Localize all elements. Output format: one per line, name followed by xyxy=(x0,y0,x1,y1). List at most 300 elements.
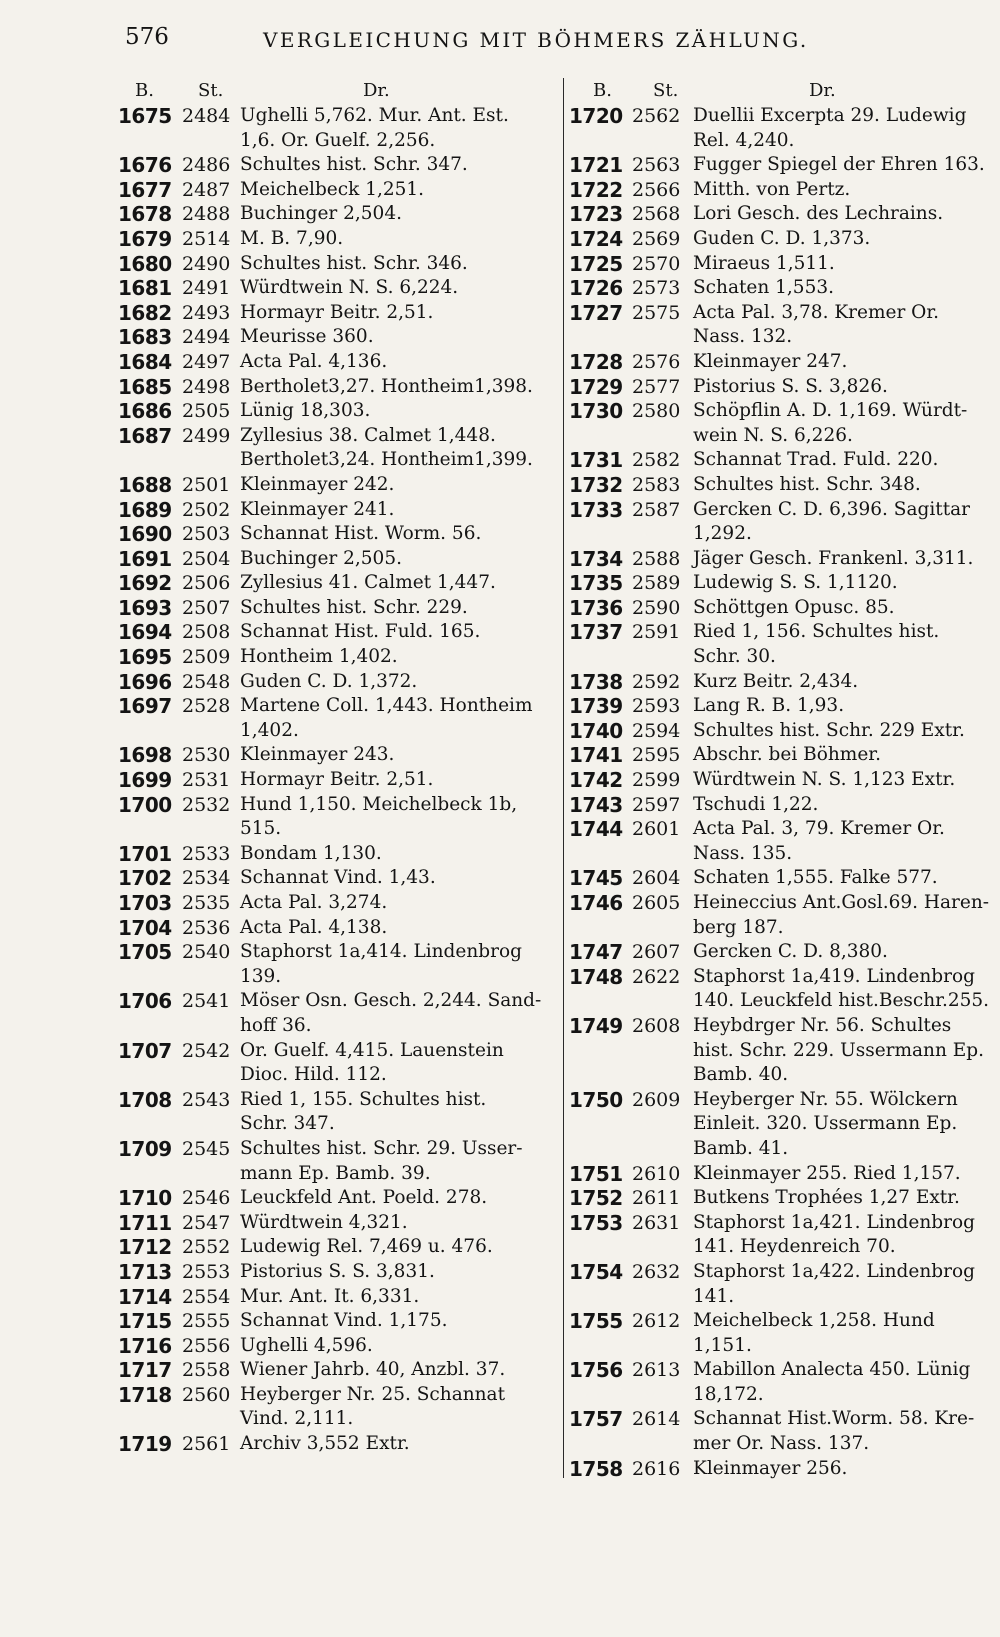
entry-reference-dr: Staphorst 1a,414. Lindenbrog 139. xyxy=(240,941,522,987)
entry-number-st: 2601 xyxy=(632,818,681,841)
entry-number-b: 1725 xyxy=(569,251,623,276)
entry-row xyxy=(118,891,560,916)
entry-row xyxy=(569,596,994,621)
entry-number-b: 1688 xyxy=(118,472,172,497)
entry-number-st: 2568 xyxy=(632,203,681,226)
entry-reference-dr: Schöpflin A. D. 1,169. Würdt- wein N. S. 6,226. xyxy=(693,400,968,446)
entry-number-st: 2502 xyxy=(182,498,231,521)
entry-row xyxy=(118,1309,560,1334)
entry-reference-dr: Bertholet3,27. Hontheim1,398. xyxy=(240,375,533,397)
entry-number-st: 2582 xyxy=(632,449,681,472)
entry-number-b: 1676 xyxy=(118,153,172,178)
entry-number-st: 2576 xyxy=(632,350,681,373)
entry-number-b: 1757 xyxy=(569,1407,623,1432)
entry-row xyxy=(118,104,560,153)
entry-row xyxy=(118,620,560,645)
entry-row xyxy=(118,276,560,301)
entry-row xyxy=(569,227,994,252)
entry-number-b: 1755 xyxy=(569,1309,623,1334)
entry-number-st: 2552 xyxy=(182,1236,231,1259)
entry-number-st: 2589 xyxy=(632,572,681,595)
entry-number-st: 2590 xyxy=(632,596,681,619)
entry-number-st: 2558 xyxy=(182,1359,231,1382)
entry-reference-dr: Schultes hist. Schr. 229 Extr. xyxy=(693,719,965,741)
entry-reference-dr: Pistorius S. S. 3,831. xyxy=(240,1260,435,1282)
entry-number-st: 2595 xyxy=(632,744,681,767)
header-st: St. xyxy=(653,80,679,101)
entry-row xyxy=(569,1260,994,1309)
entry-reference-dr: Duellii Excerpta 29. Ludewig Rel. 4,240. xyxy=(693,105,967,151)
entry-row xyxy=(569,1014,994,1088)
entry-number-b: 1718 xyxy=(118,1382,172,1407)
entry-row xyxy=(118,252,560,277)
entry-reference-dr: Schannat Hist.Worm. 58. Kre- mer Or. Nass. 137. xyxy=(693,1408,975,1455)
entry-reference-dr: Acta Pal. 3, 79. Kremer Or. Nass. 135. xyxy=(693,818,945,864)
header-dr: Dr. xyxy=(363,80,390,101)
entry-number-b: 1696 xyxy=(118,669,172,694)
entry-row xyxy=(569,1457,994,1482)
entry-row xyxy=(118,940,560,989)
entry-number-b: 1735 xyxy=(569,571,623,596)
entry-number-st: 2592 xyxy=(632,670,681,693)
entry-reference-dr: Staphorst 1a,422. Lindenbrog 141. xyxy=(693,1260,975,1307)
entry-number-st: 2555 xyxy=(182,1310,231,1333)
entry-row xyxy=(118,694,560,743)
entry-row xyxy=(118,399,560,424)
entry-number-b: 1678 xyxy=(118,202,172,227)
entry-number-st: 2612 xyxy=(632,1310,681,1333)
entry-number-b: 1705 xyxy=(118,940,172,965)
entry-number-b: 1722 xyxy=(569,177,623,202)
entry-row xyxy=(118,1088,560,1137)
entry-row xyxy=(118,1039,560,1088)
entry-reference-dr: Mitth. von Pertz. xyxy=(693,178,851,200)
entry-number-st: 2562 xyxy=(632,105,681,127)
entry-number-b: 1741 xyxy=(569,743,623,768)
entry-reference-dr: Leuckfeld Ant. Poeld. 278. xyxy=(240,1187,488,1209)
entry-number-st: 2531 xyxy=(182,769,231,792)
entry-number-b: 1692 xyxy=(118,571,172,596)
entry-reference-dr: Gercken C. D. 8,380. xyxy=(693,941,888,963)
entry-number-st: 2583 xyxy=(632,473,681,496)
entry-number-b: 1684 xyxy=(118,349,172,374)
entry-number-b: 1690 xyxy=(118,522,172,547)
entry-number-b: 1750 xyxy=(569,1087,623,1112)
entry-row xyxy=(569,448,994,473)
entry-number-b: 1740 xyxy=(569,718,623,743)
entry-number-st: 2577 xyxy=(632,375,681,398)
right-entry-list xyxy=(569,104,994,1481)
entry-reference-dr: Meichelbeck 1,251. xyxy=(240,178,425,200)
entry-number-st: 2501 xyxy=(182,473,231,496)
entry-number-b: 1680 xyxy=(118,251,172,276)
entry-number-b: 1682 xyxy=(118,300,172,325)
header-b: B. xyxy=(593,80,612,101)
entry-row xyxy=(569,498,994,547)
entry-row xyxy=(118,350,560,375)
entry-row xyxy=(118,793,560,842)
entry-number-b: 1697 xyxy=(118,694,172,719)
entry-number-b: 1708 xyxy=(118,1087,172,1112)
entry-reference-dr: Kleinmayer 242. xyxy=(240,473,395,495)
entry-number-b: 1748 xyxy=(569,964,623,989)
entry-reference-dr: Schaten 1,555. Falke 577. xyxy=(693,867,938,889)
entry-reference-dr: Martene Coll. 1,443. Hontheim 1,402. xyxy=(240,695,533,741)
entry-reference-dr: Heybdrger Nr. 56. Schultes hist. Schr. 229. Ussermann Ep. Bamb. 40. xyxy=(693,1014,984,1086)
entry-row xyxy=(569,1211,994,1260)
entry-number-b: 1675 xyxy=(118,104,172,128)
entry-reference-dr: Guden C. D. 1,372. xyxy=(240,670,418,692)
entry-number-st: 2503 xyxy=(182,523,231,546)
entry-row xyxy=(569,793,994,818)
entry-reference-dr: Heineccius Ant.Gosl.69. Haren- berg 187. xyxy=(693,892,990,938)
entry-number-b: 1738 xyxy=(569,669,623,694)
entry-reference-dr: Staphorst 1a,421. Lindenbrog 141. Heydenreich 70. xyxy=(693,1211,975,1258)
entry-row xyxy=(118,1235,560,1260)
entry-reference-dr: Kleinmayer 241. xyxy=(240,498,395,520)
entry-number-st: 2593 xyxy=(632,695,681,718)
entry-reference-dr: Würdtwein N. S. 1,123 Extr. xyxy=(693,769,956,791)
entry-reference-dr: Or. Guelf. 4,415. Lauenstein Dioc. Hild. 112. xyxy=(240,1039,504,1086)
entry-row xyxy=(118,522,560,547)
entry-reference-dr: Hormayr Beitr. 2,51. xyxy=(240,769,434,791)
entry-number-st: 2611 xyxy=(632,1187,681,1210)
entry-number-st: 2575 xyxy=(632,301,681,324)
entry-number-st: 2561 xyxy=(182,1433,231,1456)
entry-row xyxy=(569,252,994,277)
entry-reference-dr: Schannat Vind. 1,175. xyxy=(240,1310,448,1332)
entry-number-st: 2554 xyxy=(182,1285,231,1308)
entry-number-b: 1753 xyxy=(569,1210,623,1235)
entry-number-b: 1721 xyxy=(569,153,623,178)
entry-reference-dr: Kleinmayer 243. xyxy=(240,744,395,766)
entry-number-st: 2614 xyxy=(632,1408,681,1431)
entry-row xyxy=(118,1137,560,1186)
entry-number-st: 2504 xyxy=(182,547,231,570)
entry-number-b: 1706 xyxy=(118,989,172,1014)
entry-number-st: 2599 xyxy=(632,769,681,792)
entry-reference-dr: Ludewig Rel. 7,469 u. 476. xyxy=(240,1236,493,1258)
entry-number-b: 1729 xyxy=(569,374,623,399)
entry-reference-dr: Ried 1, 156. Schultes hist. Schr. 30. xyxy=(693,621,940,668)
entry-number-st: 2548 xyxy=(182,670,231,693)
entry-row xyxy=(569,153,994,178)
entry-row xyxy=(569,940,994,965)
entry-number-b: 1727 xyxy=(569,300,623,325)
entry-number-st: 2543 xyxy=(182,1088,231,1111)
entry-number-st: 2533 xyxy=(182,842,231,865)
entry-number-st: 2569 xyxy=(632,227,681,250)
entry-number-st: 2497 xyxy=(182,350,231,373)
entry-row xyxy=(118,153,560,178)
entry-number-b: 1733 xyxy=(569,497,623,522)
entry-reference-dr: Tschudi 1,22. xyxy=(693,793,819,815)
entry-number-b: 1693 xyxy=(118,595,172,620)
entry-number-st: 2587 xyxy=(632,498,681,521)
entry-number-b: 1732 xyxy=(569,472,623,497)
entry-number-st: 2541 xyxy=(182,990,231,1013)
entry-number-st: 2607 xyxy=(632,941,681,964)
entry-reference-dr: Ughelli 4,596. xyxy=(240,1334,373,1356)
entry-row xyxy=(569,1186,994,1211)
entry-reference-dr: Bondam 1,130. xyxy=(240,842,382,864)
entry-row xyxy=(569,694,994,719)
entry-reference-dr: Acta Pal. 3,78. Kremer Or. Nass. 132. xyxy=(693,301,940,348)
entry-row xyxy=(118,743,560,768)
header-dr: Dr. xyxy=(809,80,836,101)
entry-row xyxy=(118,547,560,572)
entry-number-b: 1709 xyxy=(118,1136,172,1161)
left-entry-list xyxy=(118,104,560,1457)
entry-number-st: 2588 xyxy=(632,547,681,570)
entry-row xyxy=(118,301,560,326)
entry-reference-dr: Schultes hist. Schr. 348. xyxy=(693,473,921,495)
column-divider xyxy=(563,78,564,1478)
entry-number-b: 1736 xyxy=(569,595,623,620)
entry-number-st: 2604 xyxy=(632,867,681,890)
entry-row xyxy=(569,768,994,793)
entry-number-b: 1695 xyxy=(118,645,172,670)
entry-number-b: 1715 xyxy=(118,1309,172,1334)
entry-number-st: 2597 xyxy=(632,793,681,816)
entry-number-st: 2605 xyxy=(632,892,681,914)
entry-number-st: 2498 xyxy=(182,375,231,398)
entry-number-b: 1745 xyxy=(569,866,623,891)
entry-number-b: 1714 xyxy=(118,1284,172,1309)
entry-number-b: 1739 xyxy=(569,694,623,719)
entry-row xyxy=(569,743,994,768)
entry-number-b: 1712 xyxy=(118,1235,172,1260)
entry-row xyxy=(569,817,994,866)
left-column xyxy=(118,78,560,1457)
entry-row xyxy=(118,596,560,621)
entry-row xyxy=(569,473,994,498)
entry-number-st: 2594 xyxy=(632,719,681,742)
entry-reference-dr: Ludewig S. S. 1,1120. xyxy=(693,572,898,594)
entry-row xyxy=(569,1162,994,1187)
entry-row xyxy=(118,866,560,891)
entry-number-b: 1677 xyxy=(118,177,172,202)
entry-number-st: 2616 xyxy=(632,1457,681,1480)
entry-number-b: 1685 xyxy=(118,374,172,399)
entry-reference-dr: Guden C. D. 1,373. xyxy=(693,227,871,249)
entry-row xyxy=(118,325,560,350)
entry-reference-dr: Lünig 18,303. xyxy=(240,400,371,422)
entry-reference-dr: Schultes hist. Schr. 347. xyxy=(240,154,468,176)
entry-reference-dr: Meurisse 360. xyxy=(240,326,374,348)
entry-number-b: 1700 xyxy=(118,792,172,817)
entry-number-b: 1710 xyxy=(118,1186,172,1211)
entry-number-st: 2540 xyxy=(182,941,231,964)
entry-reference-dr: Buchinger 2,505. xyxy=(240,547,402,569)
entry-row xyxy=(118,424,560,473)
entry-row xyxy=(118,178,560,203)
entry-number-b: 1702 xyxy=(118,866,172,891)
entry-reference-dr: Schultes hist. Schr. 229. xyxy=(240,596,468,618)
entry-row xyxy=(118,1432,560,1457)
entry-row xyxy=(118,645,560,670)
entry-number-b: 1751 xyxy=(569,1161,623,1186)
entry-row xyxy=(569,104,994,153)
entry-number-st: 2591 xyxy=(632,621,681,644)
entry-row xyxy=(569,178,994,203)
entry-reference-dr: Zyllesius 41. Calmet 1,447. xyxy=(240,572,496,594)
entry-row xyxy=(569,202,994,227)
entry-reference-dr: Fugger Spiegel der Ehren 163. xyxy=(693,154,985,176)
entry-number-st: 2542 xyxy=(182,1039,231,1062)
entry-reference-dr: Hormayr Beitr. 2,51. xyxy=(240,301,434,323)
entry-number-b: 1689 xyxy=(118,497,172,522)
entry-reference-dr: Ughelli 5,762. Mur. Ant. Est. 1,6. Or. Guelf. 2,256. xyxy=(240,105,509,151)
entry-number-st: 2536 xyxy=(182,916,231,939)
entry-reference-dr: Schannat Trad. Fuld. 220. xyxy=(693,449,939,471)
entry-reference-dr: Schannat Hist. Fuld. 165. xyxy=(240,621,481,643)
entry-number-st: 2532 xyxy=(182,793,231,816)
entry-number-b: 1758 xyxy=(569,1456,623,1481)
entry-reference-dr: Schannat Hist. Worm. 56. xyxy=(240,523,482,545)
entry-reference-dr: Heyberger Nr. 55. Wölckern Einleit. 320. Ussermann Ep. Bamb. 41. xyxy=(693,1088,958,1159)
running-title: VERGLEICHUNG MIT BÖHMERS ZÄHLUNG. xyxy=(263,28,809,52)
entry-number-b: 1747 xyxy=(569,940,623,965)
entry-reference-dr: Schultes hist. Schr. 29. Usser- mann Ep. Bamb. 39. xyxy=(240,1137,523,1184)
entry-row xyxy=(569,620,994,669)
entry-number-st: 2509 xyxy=(182,646,231,669)
entry-row xyxy=(569,571,994,596)
entry-row xyxy=(569,276,994,301)
entry-number-b: 1698 xyxy=(118,743,172,768)
entry-reference-dr: Würdtwein N. S. 6,224. xyxy=(240,277,459,299)
entry-number-b: 1683 xyxy=(118,325,172,350)
entry-number-st: 2488 xyxy=(182,203,231,226)
entry-reference-dr: Kleinmayer 255. Ried 1,157. xyxy=(693,1162,961,1184)
entry-row xyxy=(569,1088,994,1162)
entry-row xyxy=(118,768,560,793)
entry-row xyxy=(118,1334,560,1359)
entry-number-st: 2506 xyxy=(182,572,231,595)
entry-number-b: 1694 xyxy=(118,620,172,645)
entry-number-b: 1720 xyxy=(569,104,623,128)
entry-reference-dr: Acta Pal. 3,274. xyxy=(240,892,388,913)
entry-reference-dr: Jäger Gesch. Frankenl. 3,311. xyxy=(693,547,974,569)
entry-row xyxy=(118,202,560,227)
entry-row xyxy=(569,301,994,350)
entry-row xyxy=(118,498,560,523)
entry-number-b: 1743 xyxy=(569,792,623,817)
entry-number-b: 1699 xyxy=(118,768,172,793)
entry-number-st: 2622 xyxy=(632,965,681,988)
entry-reference-dr: Würdtwein 4,321. xyxy=(240,1211,408,1233)
entry-row xyxy=(118,1186,560,1211)
entry-reference-dr: Butkens Trophées 1,27 Extr. xyxy=(693,1187,960,1209)
entry-number-st: 2528 xyxy=(182,695,231,718)
entry-reference-dr: Mur. Ant. It. 6,331. xyxy=(240,1285,420,1307)
entry-row xyxy=(118,571,560,596)
entry-number-b: 1686 xyxy=(118,399,172,424)
entry-reference-dr: Archiv 3,552 Extr. xyxy=(240,1433,410,1455)
entry-number-st: 2508 xyxy=(182,621,231,644)
entry-number-st: 2487 xyxy=(182,178,231,201)
entry-number-st: 2493 xyxy=(182,301,231,324)
entry-number-b: 1687 xyxy=(118,423,172,448)
entry-number-b: 1730 xyxy=(569,399,623,424)
entry-number-st: 2573 xyxy=(632,277,681,300)
page-number: 576 xyxy=(125,24,169,50)
entry-reference-dr: Mabillon Analecta 450. Lünig 18,172. xyxy=(693,1359,971,1405)
entry-row xyxy=(118,375,560,400)
right-column-header xyxy=(569,78,994,104)
entry-number-st: 2613 xyxy=(632,1359,681,1382)
left-column-header xyxy=(118,78,560,104)
entry-reference-dr: Wiener Jahrb. 40, Anzbl. 37. xyxy=(240,1359,506,1381)
entry-number-st: 2484 xyxy=(182,105,231,127)
entry-number-st: 2580 xyxy=(632,400,681,423)
entry-row xyxy=(569,670,994,695)
entry-number-b: 1704 xyxy=(118,915,172,940)
entry-number-b: 1742 xyxy=(569,768,623,793)
entry-reference-dr: Hund 1,150. Meichelbeck 1b, 515. xyxy=(240,793,518,840)
entry-row xyxy=(569,1309,994,1358)
entry-number-st: 2632 xyxy=(632,1260,681,1283)
right-column xyxy=(569,78,994,1481)
entry-number-st: 2505 xyxy=(182,400,231,423)
entry-row xyxy=(118,842,560,867)
entry-number-b: 1691 xyxy=(118,546,172,571)
entry-number-st: 2514 xyxy=(182,227,231,250)
entry-row xyxy=(118,1383,560,1432)
entry-reference-dr: Lang R. B. 1,93. xyxy=(693,695,845,717)
entry-reference-dr: Buchinger 2,504. xyxy=(240,203,402,225)
entry-number-b: 1679 xyxy=(118,226,172,251)
entry-row xyxy=(118,989,560,1038)
entry-reference-dr: Möser Osn. Gesch. 2,244. Sand- hoff 36. xyxy=(240,990,542,1036)
entry-row xyxy=(569,719,994,744)
entry-number-b: 1756 xyxy=(569,1358,623,1383)
entry-reference-dr: Zyllesius 38. Calmet 1,448. Bertholet3,24. Hontheim1,399. xyxy=(240,424,533,471)
entry-number-b: 1734 xyxy=(569,546,623,571)
entry-reference-dr: Abschr. bei Böhmer. xyxy=(693,744,881,766)
entry-number-b: 1724 xyxy=(569,226,623,251)
entry-number-st: 2546 xyxy=(182,1187,231,1210)
entry-row xyxy=(118,1285,560,1310)
entry-number-st: 2530 xyxy=(182,744,231,767)
entry-number-b: 1737 xyxy=(569,620,623,645)
entry-row xyxy=(569,350,994,375)
entry-reference-dr: Pistorius S. S. 3,826. xyxy=(693,375,888,397)
entry-number-st: 2490 xyxy=(182,252,231,275)
entry-number-b: 1752 xyxy=(569,1186,623,1211)
header-b: B. xyxy=(135,80,154,101)
entry-number-b: 1707 xyxy=(118,1038,172,1063)
entry-reference-dr: Staphorst 1a,419. Lindenbrog 140. Leuckfeld hist.Beschr.255. xyxy=(693,965,990,1012)
entry-row xyxy=(569,547,994,572)
entry-number-st: 2570 xyxy=(632,252,681,275)
entry-number-st: 2534 xyxy=(182,867,231,890)
entry-number-b: 1754 xyxy=(569,1259,623,1284)
entry-row xyxy=(569,375,994,400)
entry-reference-dr: Ried 1, 155. Schultes hist. Schr. 347. xyxy=(240,1088,487,1135)
entry-number-b: 1723 xyxy=(569,202,623,227)
entry-number-b: 1719 xyxy=(118,1432,172,1457)
entry-number-st: 2556 xyxy=(182,1334,231,1357)
entry-number-b: 1731 xyxy=(569,448,623,473)
entry-number-b: 1716 xyxy=(118,1333,172,1358)
entry-row xyxy=(569,1407,994,1456)
entry-row xyxy=(118,1358,560,1383)
entry-row xyxy=(569,891,994,940)
entry-row xyxy=(569,965,994,1014)
page-header xyxy=(125,24,865,64)
entry-number-st: 2553 xyxy=(182,1260,231,1283)
